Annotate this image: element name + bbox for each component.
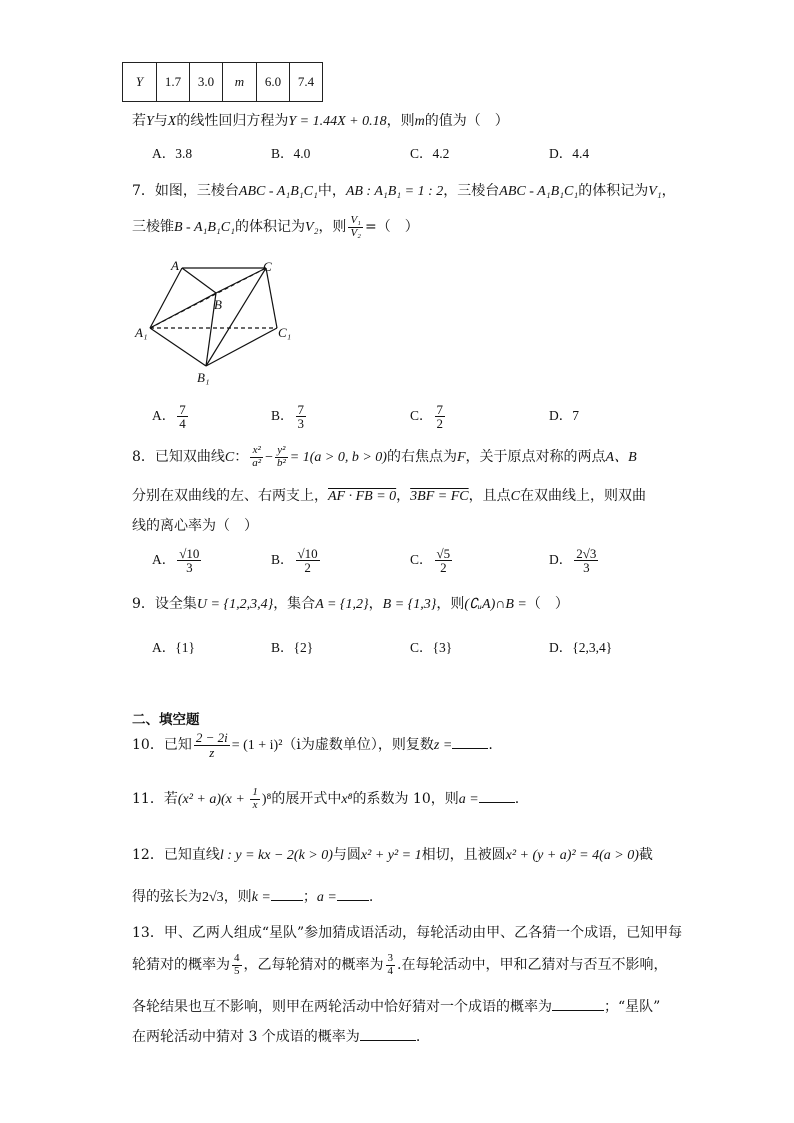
fraction-numerator: 4 xyxy=(234,951,240,964)
question-13-line-3 xyxy=(132,996,660,1016)
option-fraction xyxy=(296,547,320,575)
frustum-name: ABC - A₁B₁C₁ xyxy=(238,184,318,199)
text: 分别在双曲线的左、右两支上， xyxy=(132,488,328,504)
ratio: AB : A₁B₁ = 1 : 2 xyxy=(345,184,444,199)
label-a1: A₁ xyxy=(135,325,148,340)
fraction-numerator: 7 xyxy=(297,401,305,417)
question-7-line-2 xyxy=(132,210,419,245)
question-12-line-1 xyxy=(132,844,653,864)
answer-blank[interactable] xyxy=(452,748,488,749)
volume-v2: V₂ xyxy=(305,220,319,235)
frustum-name: ABC - A₁B₁C₁ xyxy=(499,184,579,199)
option-fraction xyxy=(435,547,453,575)
text: 与圆 xyxy=(332,847,361,863)
var-a: a = xyxy=(458,792,479,807)
fraction-denominator: 3 xyxy=(186,560,193,576)
text: . xyxy=(368,889,374,905)
volume-ratio-fraction xyxy=(348,215,363,239)
text: ，则 xyxy=(386,113,415,129)
fraction-denominator: b² xyxy=(276,456,286,469)
text: 截 xyxy=(638,847,653,863)
table-cell: 3.0 xyxy=(190,63,223,102)
option-fraction xyxy=(435,403,446,431)
text: 8．已知双曲线 xyxy=(132,449,225,465)
fraction-numerator: x² xyxy=(250,445,263,458)
points-a-b: A、B xyxy=(605,450,637,465)
complex-fraction xyxy=(194,731,230,759)
text: 三棱锥 xyxy=(132,219,174,235)
var-z: z = xyxy=(433,738,453,753)
text: 与 xyxy=(153,113,168,129)
reciprocal-fraction xyxy=(250,787,260,811)
q8-option-c xyxy=(410,543,454,577)
question-6-stem xyxy=(132,110,509,130)
var-k: k = xyxy=(251,890,271,905)
option-letter: A． xyxy=(152,408,176,423)
answer-blank-a[interactable] xyxy=(337,900,369,901)
question-9-stem xyxy=(132,593,569,613)
var-x: X xyxy=(167,114,177,129)
fraction-denominator: 3 xyxy=(297,416,305,432)
text: （i为虚数单位），则复数 xyxy=(282,737,434,753)
regression-equation: Y = 1.44X + 0.18 xyxy=(288,114,387,129)
text: 得的弦长为 xyxy=(132,889,202,905)
text: ，乙每轮猜对的概率为 xyxy=(243,957,384,973)
table-cell: 7.4 xyxy=(290,63,323,102)
text: 的右焦点为 xyxy=(386,449,457,465)
factor-2-open: (x + xyxy=(221,792,249,807)
fraction-numerator: 7 xyxy=(179,401,186,417)
fraction-numerator: √10 xyxy=(297,545,318,561)
option-letter: C． xyxy=(410,552,433,567)
text: ，则 xyxy=(318,219,347,235)
option-fraction xyxy=(296,403,307,431)
fraction-denominator: a² xyxy=(252,456,262,469)
line-equation: l : y = kx − 2(k > 0) xyxy=(219,848,333,863)
text: 若 xyxy=(132,113,146,129)
q9-option-a: A．{1} xyxy=(152,640,195,655)
minus-sign: − xyxy=(265,450,273,465)
label-c: C xyxy=(263,259,272,274)
var-m: m xyxy=(414,114,425,129)
data-table xyxy=(122,62,323,102)
text: ； xyxy=(302,889,317,905)
equation-tail: = 1(a > 0, b > 0) xyxy=(289,450,387,465)
text: ，关于原点对称的两点 xyxy=(465,449,606,465)
q8-option-d xyxy=(549,543,600,577)
text: . xyxy=(488,737,493,753)
pyramid-name: B - A₁B₁C₁ xyxy=(174,220,236,235)
fraction-numerator: √5 xyxy=(436,545,451,561)
text: 的值为（ ） xyxy=(424,113,509,129)
question-8-line-3: 线的离心率为（ ） xyxy=(132,518,258,534)
set-b: B = {1,3} xyxy=(382,597,437,612)
text: （ ） xyxy=(526,596,569,612)
answer-blank[interactable] xyxy=(479,802,515,803)
fraction-denominator: 3 xyxy=(583,560,590,576)
fraction-denominator: 4 xyxy=(179,416,186,432)
fraction-numerator: V₁ xyxy=(350,213,361,226)
answer-blank-2[interactable] xyxy=(360,1040,416,1041)
q9-option-b: B．{2} xyxy=(271,640,314,655)
fraction-denominator: 5 xyxy=(234,964,240,977)
text: ，则 xyxy=(223,889,252,905)
x-fraction xyxy=(250,445,263,469)
question-13-line-4 xyxy=(132,1026,420,1046)
text: 的体积记为 xyxy=(578,183,649,199)
fraction-numerator: 3 xyxy=(387,951,393,964)
text: 12．已知直线 xyxy=(132,847,220,863)
q8-option-b xyxy=(271,543,322,577)
label-a: A xyxy=(171,258,179,273)
text: 各轮结果也互不影响，则甲在两轮活动中恰好猜对一个成语的概率为 xyxy=(132,999,552,1015)
volume-v1: V₁ xyxy=(648,184,662,199)
text: 11．若 xyxy=(132,791,178,807)
vector-condition-2: 3BF = FC xyxy=(410,489,469,504)
text: 10．已知 xyxy=(132,737,192,753)
curve-name: C xyxy=(224,450,235,465)
var-a: a = xyxy=(316,890,337,905)
text: ，集合 xyxy=(273,596,316,612)
section-heading: 二、填空题 xyxy=(132,712,200,728)
option-letter: D． xyxy=(549,552,573,567)
label-b1: B₁ xyxy=(197,370,210,385)
fraction-numerator: √10 xyxy=(179,545,200,561)
question-7-line-1 xyxy=(132,180,676,200)
answer-blank-1[interactable] xyxy=(552,1010,604,1011)
option-letter: B． xyxy=(271,552,294,567)
question-13-line-2 xyxy=(132,948,667,982)
question-10 xyxy=(132,728,493,763)
fraction-numerator: 7 xyxy=(436,401,444,417)
label-b: B xyxy=(214,297,222,312)
fraction-numerator: 1 xyxy=(252,785,258,798)
text: . xyxy=(514,791,520,807)
factor-2-close: )⁸ xyxy=(261,792,272,807)
universal-set: U = {1,2,3,4} xyxy=(196,597,274,612)
text: 在双曲线上，则双曲 xyxy=(519,488,646,504)
circle-2: x² + (y + a)² = 4(a > 0) xyxy=(505,848,639,863)
table-cell: 1.7 xyxy=(157,63,190,102)
text: 的展开式中 xyxy=(271,791,342,807)
option-value: 7 xyxy=(572,408,579,423)
fraction-denominator: 2 xyxy=(436,416,444,432)
point-c: C xyxy=(510,489,520,504)
fraction-denominator: x xyxy=(252,798,258,811)
text: ， xyxy=(661,183,676,199)
fraction-numerator: y² xyxy=(275,445,288,458)
prob-fraction-2 xyxy=(386,953,396,977)
fraction-denominator: 4 xyxy=(387,964,393,977)
edge-c-c1 xyxy=(266,268,277,328)
text: 轮猜对的概率为 xyxy=(132,957,230,973)
question-13-line-1: 13．甲、乙两人组成“星队”参加猜成语活动，每轮活动由甲、乙各猜一个成语，已知甲每 xyxy=(132,925,683,941)
fraction-numerator: 2 − 2i xyxy=(195,729,228,745)
text: ： xyxy=(234,449,249,465)
prob-fraction-1 xyxy=(232,953,242,977)
text: 9．设全集 xyxy=(132,596,197,612)
text: .在每轮活动中，甲和乙猜对与否互不影响， xyxy=(397,957,668,973)
text: ，三棱台 xyxy=(443,183,500,199)
fraction-denominator: 2 xyxy=(440,560,447,576)
circle-1: x² + y² = 1 xyxy=(360,848,422,863)
q6-option-d: D．4.4 xyxy=(549,146,590,161)
text: 相切，且被圆 xyxy=(421,847,506,863)
option-letter: B． xyxy=(271,408,294,423)
term: x⁸ xyxy=(341,792,353,807)
q7-option-b xyxy=(271,399,308,433)
focus-f: F xyxy=(456,450,466,465)
option-letter: D． xyxy=(549,408,573,423)
text: 的线性回归方程为 xyxy=(176,113,289,129)
frustum-figure xyxy=(130,255,300,390)
q6-option-b: B．4.0 xyxy=(271,146,311,161)
set-a: A = {1,2} xyxy=(315,597,369,612)
table-row xyxy=(123,63,323,102)
text: ， xyxy=(368,596,383,612)
q7-option-a xyxy=(152,399,190,433)
factor-1: (x² + a) xyxy=(177,792,222,807)
text: 中， xyxy=(317,183,346,199)
table-cell: m xyxy=(223,63,257,102)
label-c1: C₁ xyxy=(278,325,292,340)
fraction-denominator: 2 xyxy=(304,560,311,576)
chord-length: 2√3 xyxy=(202,890,224,905)
q6-option-a: A．3.8 xyxy=(152,146,193,161)
text: =（ ） xyxy=(364,219,419,235)
option-fraction xyxy=(177,403,188,431)
q7-option-c xyxy=(410,399,447,433)
text: . xyxy=(415,1029,421,1045)
option-letter: A． xyxy=(152,552,176,567)
edge-a-b xyxy=(182,268,216,293)
answer-blank-k[interactable] xyxy=(271,900,303,901)
option-fraction xyxy=(177,547,201,575)
set-expression: (∁ᵤA)∩B = xyxy=(464,597,527,612)
text: 7．如图，三棱台 xyxy=(132,183,239,199)
question-8-line-2 xyxy=(132,485,646,505)
text: ， xyxy=(396,488,411,504)
text: 的系数为 10，则 xyxy=(352,791,459,807)
text: 在两轮活动中猜对 3 个成语的概率为 xyxy=(132,1029,360,1045)
question-12-line-2 xyxy=(132,886,373,906)
fraction-denominator: V₂ xyxy=(350,226,361,239)
text: ，则 xyxy=(436,596,465,612)
edge-a1-b1 xyxy=(150,328,206,366)
fraction-denominator: z xyxy=(209,744,215,760)
var-y: Y xyxy=(146,114,154,129)
q6-option-c: C．4.2 xyxy=(410,146,450,161)
text: ；“星队” xyxy=(604,999,661,1015)
question-11 xyxy=(132,782,519,817)
question-8-line-1 xyxy=(132,440,637,475)
table-row-label: Y xyxy=(123,63,157,102)
text: ，且点 xyxy=(468,488,511,504)
q9-option-c: C．{3} xyxy=(410,640,453,655)
edge-b1-c1 xyxy=(206,328,277,366)
q8-option-a xyxy=(152,543,203,577)
equation: = (1 + i)² xyxy=(231,738,283,753)
vector-condition-1: AF · FB = 0 xyxy=(328,489,397,504)
fraction-numerator: 2√3 xyxy=(576,545,597,561)
q9-option-d: D．{2,3,4} xyxy=(549,640,613,655)
option-fraction xyxy=(574,547,598,575)
q7-option-d xyxy=(549,399,579,433)
option-letter: C． xyxy=(410,408,433,423)
table-cell: 6.0 xyxy=(257,63,290,102)
text: 的体积记为 xyxy=(235,219,306,235)
y-fraction xyxy=(275,445,288,469)
